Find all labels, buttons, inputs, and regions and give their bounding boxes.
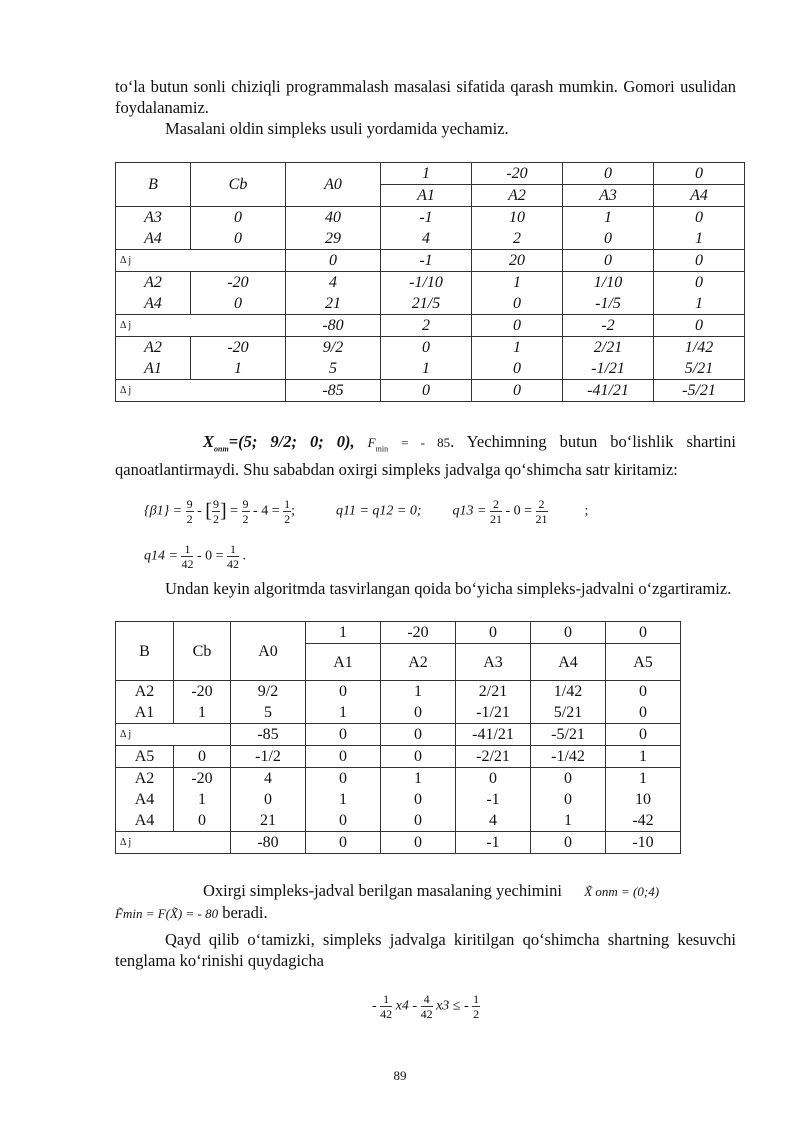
numerator: 2 [490,497,502,512]
bracket-right-icon: ] [219,500,227,522]
cell: 0 [456,768,531,790]
fraction [421,992,433,1021]
table-row [116,337,745,359]
cell: -20 [191,272,286,294]
table-row [116,702,681,724]
cell: 0 [472,315,563,337]
fraction [283,497,291,526]
cell: 0 [531,789,606,810]
delta-row [116,380,745,402]
cell: 1 [191,358,286,380]
cell: -80 [231,832,306,854]
numerator: 1 [227,542,239,557]
cell: A4 [116,293,191,315]
header-coef-4: 0 [654,163,745,185]
cell: 1/42 [654,337,745,359]
cell: 1 [654,293,745,315]
x4-term: x4 - [395,998,418,1014]
cell: 0 [381,702,456,724]
cell: 0 [174,810,231,832]
header-coef-1: 1 [306,622,381,644]
fraction [490,497,502,526]
cell: 1 [174,789,231,810]
cell: 0 [286,250,381,272]
fraction [212,497,220,526]
cell: 29 [286,228,381,250]
cell: -20 [174,768,231,790]
separator: ; [584,503,589,519]
cell: 1 [306,702,381,724]
denominator: 2 [242,512,249,526]
table-row [116,746,681,768]
cell: -2 [563,315,654,337]
cell: 1 [381,681,456,703]
beta-label: {β1} = [144,503,183,519]
cell: -5/21 [654,380,745,402]
f-value: = - 85 [401,435,451,450]
f-symbol: F [367,435,376,450]
cell: -2/21 [456,746,531,768]
cell: 0 [381,724,456,746]
cell: -1/42 [531,746,606,768]
operator: - 0 = [196,548,224,564]
denominator: 2 [212,512,219,526]
header-a3: A3 [563,185,654,207]
cell: 0 [654,207,745,229]
cell: 0 [472,380,563,402]
xopt-expr: X̃ опт = (0;4) [584,884,660,899]
f-subscript: min [375,444,389,454]
cell: A2 [116,337,191,359]
simplex-table-1 [115,162,745,402]
denominator: 42 [227,557,240,571]
cell: 5 [286,358,381,380]
cell: 0 [191,228,286,250]
cell: 21/5 [381,293,472,315]
cell: -10 [606,832,681,854]
cell: 0 [654,272,745,294]
header-b: B [116,622,174,681]
cell: 1 [472,337,563,359]
cell: -1 [456,789,531,810]
header-a4: A4 [531,644,606,681]
cell: -20 [191,337,286,359]
cell: -85 [231,724,306,746]
delta-label: Δ j [116,832,231,854]
cell: 1 [606,746,681,768]
cell: 10 [472,207,563,229]
delta-row [116,315,745,337]
x-value: =(5; 9/2; 0; 0), [228,432,355,451]
delta-label: Δ j [116,724,231,746]
numerator: 1 [380,992,392,1007]
cell: 0 [563,228,654,250]
table-row [116,358,745,380]
numerator: 2 [536,497,548,512]
cell: 2/21 [456,681,531,703]
solution-text: . Yechimning butun bo‘lishlik shartini qanoatlantirmaydi. Shu sababdan oxirgi simpleks jadvalga qo‘shimcha satr kiritamiz: [115,432,737,480]
table-row [116,228,745,250]
cell: 21 [286,293,381,315]
paragraph-solution [115,431,736,480]
cell: A1 [116,358,191,380]
operator: - 0 = [505,503,533,519]
paragraph-note: Qayd qilib o‘tamizki, simpleks jadvalga kiritilgan qo‘shimcha shartning kesuvchi tenglama ko‘rinishi quydagicha [115,930,736,970]
q14-label: q14 = [144,548,178,564]
fraction [186,497,194,526]
header-coef-1: 1 [381,163,472,185]
cell: 1 [563,207,654,229]
cell: 0 [654,315,745,337]
cell: 0 [306,810,381,832]
x3-term: x3 ≤ - [436,998,469,1014]
delta-label: Δ j [116,250,286,272]
cell: -1/21 [456,702,531,724]
cell: 1/42 [531,681,606,703]
cell: -41/21 [563,380,654,402]
cell: -1 [381,207,472,229]
cell: 0 [306,724,381,746]
table-row [116,810,681,832]
cell: 0 [381,810,456,832]
delta-label: Δ j [116,380,286,402]
cell: A2 [116,272,191,294]
formula-beta-q [144,497,588,526]
header-cb: Cb [191,163,286,207]
cell: 1 [381,358,472,380]
header-coef-2: -20 [472,163,563,185]
cell: 0 [531,832,606,854]
header-coef-4: 0 [531,622,606,644]
header-b: B [116,163,191,207]
header-a2: A2 [472,185,563,207]
cell: 9/2 [286,337,381,359]
separator: . [242,548,247,564]
cell: 0 [231,789,306,810]
header-coef-3: 0 [456,622,531,644]
header-coef-3: 0 [563,163,654,185]
delta-row [116,724,681,746]
header-a1: A1 [306,644,381,681]
header-coef-2: -20 [381,622,456,644]
fmin-expr: F̃min = F(X̃) = - 80 [115,906,219,921]
cell: 21 [231,810,306,832]
cell: -1/5 [563,293,654,315]
cell: 5/21 [531,702,606,724]
table-row [116,789,681,810]
cell: 0 [654,250,745,272]
paragraph-intro: to‘la butun sonli chiziqli programmalash masalasi sifatida qarash mumkin. Gomori usulidan foydalanamiz. [115,77,736,117]
q13-label: q13 = [452,503,487,519]
cell: -42 [606,810,681,832]
denominator: 2 [186,512,193,526]
final-end-text: beradi. [222,903,268,922]
delta-row [116,832,681,854]
cell: 2 [381,315,472,337]
cell: 4 [231,768,306,790]
cell: 0 [381,337,472,359]
cell: 0 [306,832,381,854]
fraction [380,992,392,1021]
cell: A4 [116,810,174,832]
formula-cut-inequality [372,992,480,1021]
cell: A4 [116,228,191,250]
cell: A2 [116,681,174,703]
numerator: 1 [284,497,291,511]
cell: 40 [286,207,381,229]
cell: 1 [174,702,231,724]
cell: 1 [654,228,745,250]
cell: 0 [531,768,606,790]
numerator: 4 [421,992,433,1007]
cell: -5/21 [531,724,606,746]
bracket-left-icon: [ [205,500,212,522]
cell: 0 [606,702,681,724]
cell: 1 [531,810,606,832]
cell: 2 [472,228,563,250]
fraction [242,497,250,526]
cell: -80 [286,315,381,337]
cell: A3 [116,207,191,229]
cell: -20 [174,681,231,703]
cell: A5 [116,746,174,768]
cell: 0 [381,789,456,810]
cell: -1/10 [381,272,472,294]
cell: 9/2 [231,681,306,703]
cell: 0 [606,681,681,703]
simplex-table-2 [115,621,681,854]
cell: -1 [381,250,472,272]
delta-row [116,250,745,272]
fraction [181,542,193,571]
cell: 2/21 [563,337,654,359]
cell: 20 [472,250,563,272]
delta-label: Δ j [116,315,286,337]
cell: 0 [306,746,381,768]
cell: 10 [606,789,681,810]
x-symbol: X [203,432,215,451]
denominator: 42 [181,557,194,571]
formula-q14 [144,542,246,571]
paragraph-final [115,880,736,924]
operator: - [372,998,377,1014]
fraction [472,992,480,1021]
numerator: 1 [473,992,480,1006]
cell: 5/21 [654,358,745,380]
paragraph-algorithm: Undan keyin algoritmda tasvirlangan qoida bo‘yicha simpleks-jadvalni o‘zgartiramiz. [165,579,732,598]
header-a5: A5 [606,644,681,681]
cell: 4 [381,228,472,250]
cell: 0 [174,746,231,768]
header-a3: A3 [456,644,531,681]
cell: A4 [116,789,174,810]
cell: 0 [191,207,286,229]
header-coef-5: 0 [606,622,681,644]
cell: 4 [456,810,531,832]
cell: 0 [191,293,286,315]
denominator: 2 [284,512,291,526]
separator: ; [291,503,295,519]
q11-q12-expr: q11 = q12 = 0; [336,503,422,519]
table-row [116,272,745,294]
cell: -1/21 [563,358,654,380]
x-subscript: опт [214,444,229,454]
cell: A2 [116,768,174,790]
header-cb: Cb [174,622,231,681]
cell: 1 [472,272,563,294]
cell: -1 [456,832,531,854]
cell: -85 [286,380,381,402]
cell: 0 [381,832,456,854]
cell: -1/2 [231,746,306,768]
cell: 0 [381,746,456,768]
cell: A1 [116,702,174,724]
header-a0: A0 [231,622,306,681]
header-a2: A2 [381,644,456,681]
final-text: Oxirgi simpleks-jadval berilgan masalaning yechimini [203,881,562,900]
cell: 4 [286,272,381,294]
operator: - [197,503,202,519]
cell: 1/10 [563,272,654,294]
numerator: 9 [212,497,219,511]
cell: 0 [381,380,472,402]
numerator: 1 [181,542,193,557]
cell: 1 [306,789,381,810]
header-a1: A1 [381,185,472,207]
cell: 0 [306,768,381,790]
cell: 0 [306,681,381,703]
cell: 0 [563,250,654,272]
cell: 0 [472,293,563,315]
cell: 1 [606,768,681,790]
cell: 0 [606,724,681,746]
table-row [116,768,681,790]
table-row [116,207,745,229]
page-number: 89 [393,1068,407,1083]
cell: -41/21 [456,724,531,746]
cell: 1 [381,768,456,790]
cell: 0 [472,358,563,380]
denominator: 42 [420,1007,433,1021]
numerator: 9 [242,497,249,511]
table-row [116,681,681,703]
header-a4: A4 [654,185,745,207]
fraction [536,497,548,526]
fraction [227,542,239,571]
denominator: 2 [473,1007,480,1021]
cell: 5 [231,702,306,724]
denominator: 42 [380,1007,393,1021]
paragraph-simplex-intro: Masalani oldin simpleks usuli yordamida yechamiz. [165,119,509,138]
table-row [116,293,745,315]
operator: - 4 = [253,503,280,519]
header-a0: A0 [286,163,381,207]
denominator: 21 [535,512,548,526]
denominator: 21 [489,512,502,526]
numerator: 9 [186,497,193,511]
operator: = [230,503,239,519]
